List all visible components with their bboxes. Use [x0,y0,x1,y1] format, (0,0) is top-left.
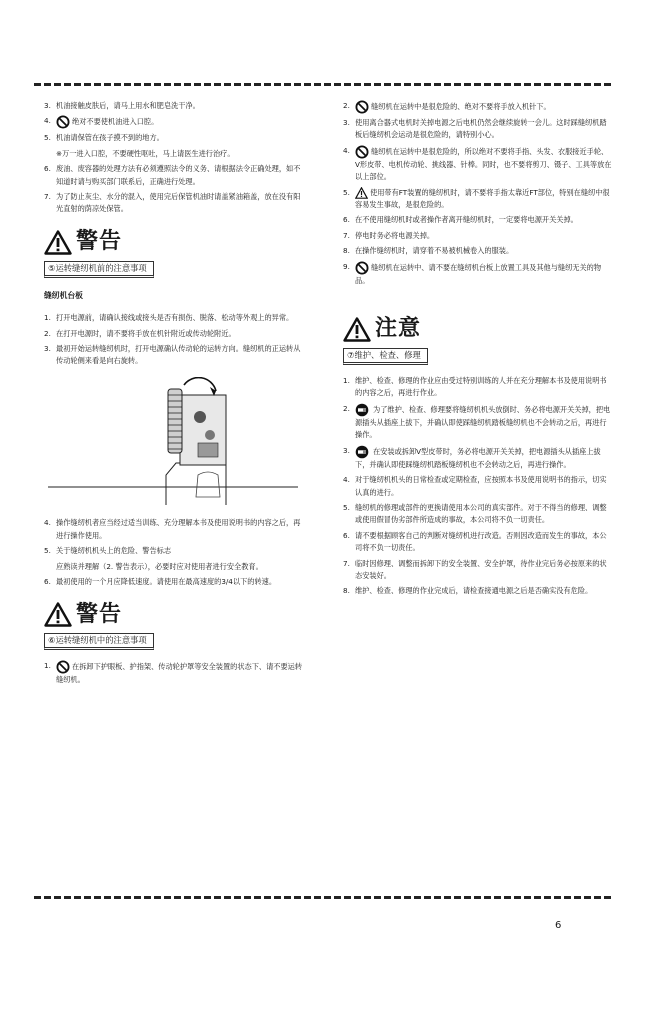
prohibited-icon [355,263,371,272]
warning-banner-1 [44,230,306,255]
item-number: 6. [343,215,350,225]
item-text: 机油接触皮肤后，请马上用水和肥皂洗干净。 [56,101,200,110]
item-number: 8. [343,586,350,596]
item-text: 使用带有FT装置的缝纫机时，请不要将手指太靠近FT部位，特别在缝纫中很容易发生事故，是很危险的。 [355,187,610,210]
warning1-list-continued [44,517,306,588]
item-text-wrap [355,474,613,499]
item-number: 1. [44,313,51,323]
warning-banner-text: 警告 [76,601,123,627]
right-list [343,100,613,287]
item-number: 7. [44,192,51,202]
list-item [343,117,613,142]
list-item [343,558,613,583]
item-number: 2. [343,403,350,413]
item-text-wrap [56,312,306,324]
item-text: 最初开始运转缝纫机时，打开电源确认传动轮的运转方向。缝纫机的正运转从传动轮侧来看是向右旋转。 [56,344,301,366]
item-text-wrap [355,245,613,257]
left-column [44,100,306,690]
list-item [44,115,306,129]
list-item [44,148,306,160]
prohibited-icon [56,662,72,671]
top-dashed-rule [34,83,614,86]
item-text-wrap [56,328,306,340]
item-number: 8. [343,246,350,256]
item-number: 2. [343,101,350,110]
item-text-wrap [56,100,306,112]
item-number: 6. [343,530,350,540]
list-item [44,191,306,216]
item-text-wrap [355,100,613,114]
section-heading-6: ⑥运转缝纫机中的注意事项 [44,633,154,650]
item-text-wrap [355,117,613,142]
list-item [44,517,306,542]
item-number: 5. [44,546,51,556]
list-item [343,375,613,400]
item-text-wrap [56,576,306,588]
list-item [44,100,306,112]
item-number: 6. [44,164,51,174]
item-text: 在打开电源时，请不要将手放在机针附近或传动轮附近。 [56,328,236,338]
item-number: 3. [44,101,51,110]
item-text: 为了维护、检查、修理要将缝纫机机头放倒时、务必将电源开关关掉，把电源插头从插座上拔下，并确认即使踩缝纫机踏板缝纫机也不会转动之后，再进行操作。 [355,404,611,440]
item-text: 为了防止灰尘、水分的混入，使用完后保管机油时请盖紧油箱盖，放在没有阳光直射的荫凉处保管。 [56,192,301,214]
list-item [343,445,613,471]
item-text: 缝纫机在运转中是很危险的、绝对不要将手放入机针下。 [371,102,551,111]
item-text: 缝纫机的修理或部件的更换请使用本公司的真实部件。对于不得当的修理、调整或使用假冒伪劣部件所造成的事故，本公司将不负一切责任。 [355,502,607,525]
list-item [343,230,613,242]
warning-banner-2 [44,602,306,627]
item-number: 5. [44,133,51,143]
prohibited-icon [355,147,371,156]
prohibited-icon [56,117,72,126]
item-text: ※万一进入口腔，不要硬性呕吐，马上请医生进行治疗。 [56,148,235,158]
warning-triangle-icon [44,230,72,255]
item-text-wrap [355,502,613,527]
item-number: 1. [44,661,51,671]
item-number: 1. [343,376,350,386]
item-text-wrap [56,561,306,573]
item-text-wrap [355,445,613,471]
item-text-wrap [355,585,613,597]
item-text: 废油、废容器的处理方法有必须遵照法令的义务、请根据法令正确处理，如不知道时请与购买部门联系后，正确进行处理。 [56,164,301,186]
item-text: 对于缝纫机机头的日常检查或定期检查，应按照本书及使用说明书的指示，切实认真的进行。 [355,475,607,497]
item-text: 最初使用的一个月应降低速度。请使用在最高速度的3/4以下的转速。 [56,576,277,586]
item-text-wrap [355,530,613,555]
item-text-wrap [56,660,306,686]
list-item [343,530,613,555]
subheading-table: 缝纫机台板 [44,290,83,300]
item-number: 7. [343,230,350,240]
item-text: 机油请保管在孩子摸不到的地方。 [56,133,164,143]
item-text-wrap [355,145,613,184]
list-item [44,343,306,368]
list-item [44,132,306,144]
item-text: 绝对不要使机油进入口腔。 [72,117,159,127]
list-item [343,245,613,257]
item-number: 9. [343,261,350,271]
item-text-wrap [355,261,613,287]
section-heading-5: ⑤运转缝纫机前的注意事项 [44,261,154,278]
warning-triangle-icon [44,602,72,627]
page-number: 6 [555,920,562,931]
list-item [343,585,613,597]
section-heading-7: ⑦维护、检查、修理 [343,348,428,365]
item-text-wrap [56,545,306,557]
item-number: 3. [343,118,350,127]
unplug-icon [355,405,373,414]
list-item [44,312,306,324]
list-item [343,214,613,226]
item-text-wrap [56,132,306,144]
item-number: 7. [343,558,350,568]
item-number: 4. [44,518,51,528]
item-text-wrap [355,214,613,226]
unplug-icon [355,447,373,456]
item-text: 请不要根据顾客自己的判断对缝纫机进行改造。否则因改造而发生的事故，本公司将不负一切责任。 [355,530,607,553]
list-item [44,660,306,686]
bottom-dashed-rule [34,896,614,899]
item-number [44,561,56,573]
item-number: 2. [44,328,51,338]
list-item [44,576,306,588]
item-text: 使用离合器式电机时关掉电源之后电机仍然会继续旋转一会儿。这时踩缝纫机踏板后缝纫机会运动是很危险的，请特别小心。 [355,118,607,140]
list-item [44,561,306,573]
item-text: 临时因修理、调整而拆卸下的安全装置、安全护罩，待作业完后务必按原来的状态安装好。 [355,558,607,580]
item-number: 5. [343,502,350,512]
list-item [343,474,613,499]
warning-banner-text: 警告 [76,229,123,255]
caution-list [343,375,613,598]
item-text: 停电时务必将电源关掉。 [355,230,435,240]
item-text: 在安装或拆卸V型皮带时，务必将电源开关关掉，把电源插头从插座上拔下，并确认即使踩缝纫机踏板缝纫机也不会转动之后，再进行操作。 [355,446,601,469]
item-number: 3. [44,344,51,354]
left-top-list [44,100,306,216]
item-number: 3. [343,445,350,455]
warning2-list [44,660,306,686]
caution-banner [343,317,613,342]
item-text-wrap [56,517,306,542]
item-text-wrap [355,187,613,212]
warning-triangle-icon [355,188,370,197]
item-number: 4. [44,116,51,126]
list-item [44,545,306,557]
item-text: 维护、检查、修理的作业完成后，请检查接通电源之后是否确实没有危险。 [355,586,593,596]
item-number: 5. [343,187,350,197]
machine-handwheel-illustration [48,377,298,505]
item-text: 在操作缝纫机时，请穿着不易被机械卷入的服装。 [355,246,514,256]
warning-triangle-icon [343,317,371,342]
list-item [343,187,613,212]
item-text-wrap [56,163,306,188]
list-item [44,163,306,188]
item-text: 打开电源前，请确认接线或接头是否有损伤、脱落、松动等外观上的异常。 [56,313,294,323]
list-item [44,328,306,340]
item-text: 在拆卸下护眼板、护指架、传动轮护罩等安全装置的状态下、请不要运转缝纫机。 [56,662,303,685]
item-text: 缝纫机在运转中是很危险的，所以绝对不要将手指、头发、衣服接近手轮、V形皮带、电机传动轮、挑线器、针棒。同时，也不要将剪刀、镊子、工具等放在以上部位。 [355,146,612,182]
item-text-wrap [56,115,306,129]
item-text: 操作缝纫机者应当经过适当训练、充分理解本书及使用说明书的内容之后，再进行操作使用。 [56,518,301,540]
item-text-wrap [56,191,306,216]
item-text-wrap [355,403,613,442]
item-text-wrap [355,558,613,583]
item-text-wrap [56,148,306,160]
list-item [343,403,613,442]
list-item [343,502,613,527]
item-text: 缝纫机在运转中、请不要在缝纫机台板上放置工具及其他与缝纫无关的物品。 [355,262,602,285]
item-number: 6. [44,576,51,586]
item-number: 4. [343,475,350,485]
warning1-list [44,312,306,368]
caution-banner-text: 注意 [375,316,422,342]
right-column [343,100,613,601]
item-text-wrap [56,343,306,368]
item-text-wrap [355,230,613,242]
item-number: 4. [343,145,350,155]
list-item [343,100,613,114]
prohibited-icon [355,102,371,111]
item-text: 在不使用缝纫机时或者操作者离开缝纫机时，一定要将电源开关关掉。 [355,215,578,225]
item-text: 维护、检查、修理的作业应由受过特别训练的人并在充分理解本书及使用说明书的内容之后，再进行作业。 [355,376,607,398]
item-text: 关于缝纫机机头上的危险、警告标志 [56,546,172,556]
item-text: 应熟读并理解（2. 警告表示），必要时应对使用者进行安全教育。 [56,561,263,571]
item-number [44,148,56,160]
item-text-wrap [355,375,613,400]
list-item [343,261,613,287]
list-item [343,145,613,184]
